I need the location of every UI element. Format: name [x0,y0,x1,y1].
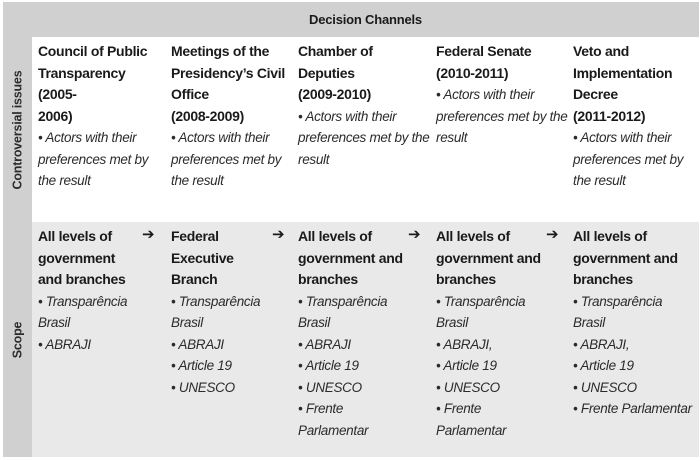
channel-title-line: Veto and [573,43,629,59]
list-item: • Article 19 [573,358,634,373]
scope-title-line: Branch [171,271,218,287]
channel-title [38,41,164,127]
channel-title-line: Decree [573,86,618,102]
list-item: Brasil [298,315,330,330]
list-item: • ABRAJI, [436,336,493,352]
list-item: • Transparência [298,293,388,309]
scope-title-line: Executive [171,249,234,266]
scope-title-line: government and [436,249,541,266]
list-item: • ABRAJI [298,336,351,352]
list-item: • Transparência [38,293,128,309]
arrow-right-icon: ➔ [272,226,285,243]
list-item: • UNESCO [573,379,637,395]
list-item: • Frente Parlamentar [573,401,692,416]
scope-title-line: All levels of [436,228,510,244]
channel-title [436,41,571,84]
channel-title-line: Meetings of the [171,43,270,59]
scope-title-line: branches [436,271,496,287]
list-item: • Actors with their [573,130,672,145]
list-item: • Actors with their [171,130,270,145]
list-item: the result [171,173,224,188]
channel-title-line: 2006) [38,107,73,124]
list-item: the result [38,173,91,188]
list-item: • UNESCO [171,379,235,395]
channel-items [38,127,164,192]
row-label-scope [3,222,32,457]
channel-cell [573,37,697,192]
channel-title-line: (2009-2010) [298,86,371,102]
list-item: • Frente [298,401,344,416]
list-item: • ABRAJI [171,336,224,352]
scope-title-line: All levels of [298,228,372,244]
channel-cell [298,37,433,170]
channel-title-line: Council of Public [38,43,148,59]
arrow-right-icon: ➔ [408,226,421,243]
list-item: • ABRAJI, [573,336,630,352]
list-item: Brasil [38,315,70,330]
scope-title-line: All levels of [38,228,112,244]
list-item: • Actors with their [298,108,397,124]
scope-items [38,291,164,356]
scope-cell [171,222,295,398]
channel-items [436,84,571,149]
scope-title-line: government and [298,249,403,266]
row-label-text: Scope [10,321,25,358]
channel-cell [38,37,164,192]
row-label-column [3,2,32,457]
row-label-controversial-issues [3,37,32,222]
scope-title-line: All levels of [573,228,647,244]
channel-title [573,41,697,127]
arrow-right-icon: ➔ [142,226,155,243]
scope-items [436,291,571,442]
list-item: preferences met by the [436,108,568,124]
scope-title-line: government and [573,249,678,266]
channel-title [171,41,295,127]
channel-items [298,106,433,171]
list-item: preferences met by [171,151,282,167]
row-label-text: Controversial issues [10,70,25,189]
channel-title-line: Transparency (2005- [38,64,126,102]
list-item: • Transparência [171,293,261,309]
channel-title-line: Implementation [573,64,673,81]
scope-title-line: branches [573,271,633,287]
list-item: • UNESCO [436,379,500,395]
list-item: • ABRAJI [38,336,91,352]
decision-channels-table [3,2,699,457]
list-item: Brasil [171,315,203,330]
list-item: • Actors with their [38,130,137,145]
scope-items [573,291,697,420]
scope-title-line: branches [298,271,358,287]
scope-title-line: Federal [171,228,219,244]
channel-title-line: Chamber of Deputies [298,43,373,81]
scope-title-line: and branches [38,271,126,287]
channel-cell [436,37,571,149]
list-item: Parlamentar [436,422,507,438]
scope-row [32,222,699,457]
list-item: • Actors with their [436,87,535,102]
controversial-issues-row [32,37,699,222]
list-item: Parlamentar [298,422,369,438]
scope-title-line: government [38,249,116,266]
list-item: preferences met by the [298,130,430,145]
list-item: preferences met by [573,151,684,167]
channel-title-line: Presidency’s Civil [171,64,285,81]
list-item: • Article 19 [436,358,497,373]
scope-cell [573,222,697,420]
list-item: • Article 19 [298,358,359,373]
table-header: Decision Channels [32,2,699,37]
scope-cell [298,222,433,441]
channel-title-line: (2008-2009) [171,107,244,124]
channel-title-line: Federal Senate [436,43,532,59]
list-item: • Article 19 [171,358,232,373]
scope-cell [436,222,571,441]
scope-items [171,291,295,399]
list-item: result [436,130,468,145]
channel-title-line: (2010-2011) [436,64,509,81]
scope-title [573,226,697,291]
channel-title [298,41,433,106]
channel-items [171,127,295,192]
arrow-right-icon: ➔ [546,226,559,243]
channel-cell [171,37,295,192]
list-item: • UNESCO [298,379,362,395]
list-item: preferences met by [38,151,149,167]
list-item: • Transparência [436,293,526,309]
channel-items [573,127,697,192]
list-item: result [298,151,330,167]
list-item: • Transparência Brasil [573,293,663,330]
channel-title-line: (2011-2012) [573,107,646,124]
channel-title-line: Office [171,86,209,102]
list-item: Brasil [436,315,468,330]
list-item: • Frente [436,401,482,416]
list-item: the result [573,173,626,188]
scope-items [298,291,433,442]
